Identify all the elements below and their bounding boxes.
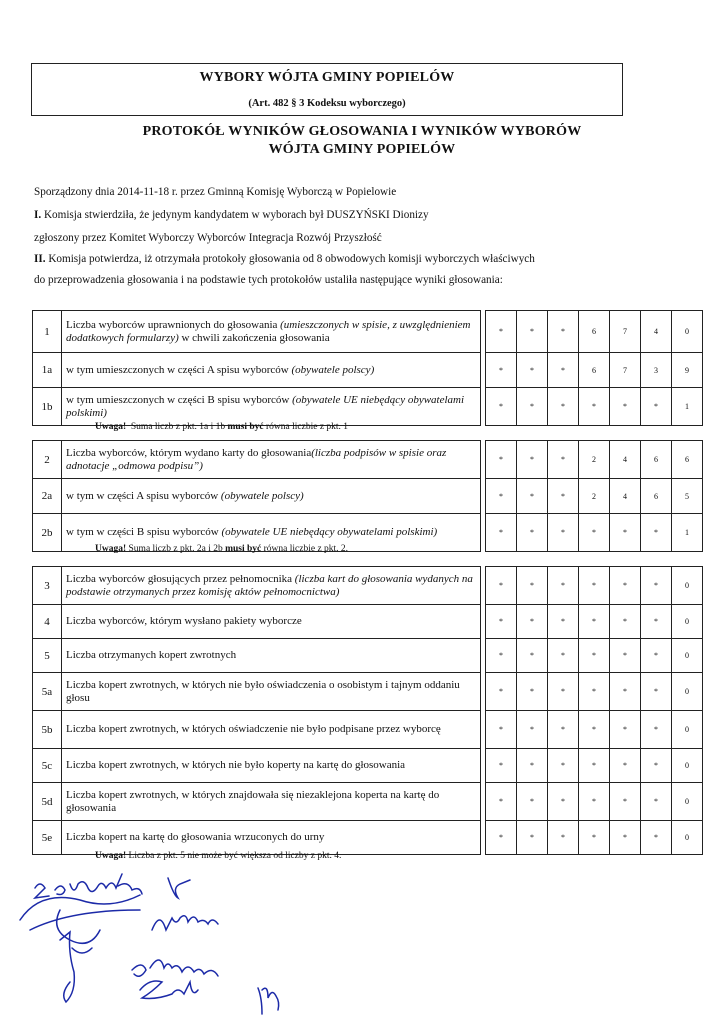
digit-cell: 1 (672, 514, 703, 552)
digit-cell: * (548, 514, 579, 552)
digit-cell: * (610, 639, 641, 673)
digit-cell: * (548, 749, 579, 783)
row-description (62, 673, 481, 711)
digit-cell: 7 (610, 311, 641, 353)
digit-cell: * (641, 567, 672, 605)
table-row (33, 441, 703, 479)
digit-cell: * (548, 567, 579, 605)
digit-cell: * (641, 749, 672, 783)
row-text: w tym w części B spisu wyborców (66, 526, 222, 538)
row-number: 2 (33, 441, 62, 479)
digit-cell: * (486, 711, 517, 749)
table-row (33, 311, 703, 353)
digit-cell: * (548, 821, 579, 855)
digit-cell: * (486, 567, 517, 605)
signature-5 (132, 960, 218, 976)
digit-cell: * (486, 639, 517, 673)
row-number: 5e (33, 821, 62, 855)
results-table-ballots (32, 440, 703, 552)
digit-cell: * (579, 821, 610, 855)
digit-cell: * (486, 353, 517, 388)
row-number: 1a (33, 353, 62, 388)
signature-7 (140, 981, 198, 999)
digit-cell: * (641, 821, 672, 855)
results-table-postal (32, 566, 703, 855)
row-number: 1 (33, 311, 62, 353)
row-number: 2a (33, 479, 62, 514)
signature-4 (152, 916, 218, 930)
digit-cell: * (517, 479, 548, 514)
digit-cell: * (610, 567, 641, 605)
row-description (62, 605, 481, 639)
digit-cell: 0 (672, 783, 703, 821)
digit-cell: 0 (672, 673, 703, 711)
digit-cell: * (641, 388, 672, 426)
row-text-italic: (liczba kart do głosowania wydanych na podstawie otrzymanych przez komisję aktów pełnomocnictwa) (66, 572, 473, 598)
digit-cell: 9 (672, 353, 703, 388)
row-number: 5d (33, 783, 62, 821)
digit-cell: * (548, 353, 579, 388)
row-number: 5b (33, 711, 62, 749)
row-text-italic: (liczba podpisów w spisie oraz adnotacje „odmowa podpisu”) (66, 446, 447, 472)
digit-cell: * (548, 605, 579, 639)
digit-cell: * (610, 514, 641, 552)
row-description (62, 388, 481, 426)
signature-2 (20, 895, 140, 943)
intro-line-1: Sporządzony dnia 2014-11-18 r. przez Gminną Komisję Wyborczą w Popielowie (34, 186, 397, 198)
section-i-marker: I. (34, 209, 42, 221)
digit-cell: * (641, 783, 672, 821)
row-description (62, 311, 481, 353)
digit-cell: * (517, 514, 548, 552)
digit-cell: 6 (641, 479, 672, 514)
intro-line-5: do przeprowadzenia głosowania i na podstawie tych protokołów ustaliła następujące wyniki głosowania: (34, 274, 503, 286)
row-number: 1b (33, 388, 62, 426)
digit-cell: * (641, 514, 672, 552)
digit-cell: 0 (672, 711, 703, 749)
row-text: Liczba wyborców głosujących przez pełnomocnika (66, 572, 295, 585)
digit-cell: 0 (672, 311, 703, 353)
intro-line-4 (34, 253, 535, 265)
intro-line-3: zgłoszony przez Komitet Wyborczy Wyborców Integracja Rozwój Przyszłość (34, 232, 382, 244)
row-text: Liczba wyborców, którym wysłano pakiety wyborcze (66, 615, 302, 627)
row-description (62, 821, 481, 855)
digit-cell: 2 (579, 479, 610, 514)
protocol-title-line1: PROTOKÓŁ WYNIKÓW GŁOSOWANIA I WYNIKÓW WYBORÓW (142, 124, 582, 139)
digit-cell: * (486, 441, 517, 479)
row-text: Liczba kopert na kartę do głosowania wrzuconych do urny (66, 831, 325, 843)
digit-cell: * (517, 749, 548, 783)
note-3-text: Liczba z pkt. 5 nie może być większa od liczby z pkt. 4. (128, 851, 342, 861)
signature-3 (168, 878, 190, 898)
table-row (33, 479, 703, 514)
digit-cell: * (579, 514, 610, 552)
row-text-italic: (obywatele UE niebędący obywatelami polskimi) (221, 526, 438, 538)
digit-cell: * (548, 388, 579, 426)
table-row (33, 639, 703, 673)
digit-cell: 6 (641, 441, 672, 479)
row-text: Liczba wyborców uprawnionych do głosowania (66, 318, 281, 331)
digit-cell: * (486, 388, 517, 426)
row-description (62, 711, 481, 749)
digit-cell: * (610, 749, 641, 783)
table-row (33, 749, 703, 783)
digit-cell: * (610, 711, 641, 749)
digit-cell: * (517, 783, 548, 821)
results-table-voters (32, 310, 703, 426)
digit-cell: * (641, 673, 672, 711)
row-description (62, 567, 481, 605)
table-row (33, 388, 703, 426)
digit-cell: * (486, 605, 517, 639)
digit-cell: 2 (579, 441, 610, 479)
signature-1 (35, 874, 142, 898)
digit-cell: * (641, 639, 672, 673)
row-text: w tym umieszczonych w części B spisu wyborców (66, 393, 293, 406)
digit-cell: * (548, 783, 579, 821)
digit-cell: * (517, 311, 548, 353)
note-2 (95, 544, 348, 554)
row-text: Liczba otrzymanych kopert zwrotnych (66, 649, 237, 661)
intro-line-2-text: Komisja stwierdziła, że jedynym kandydatem w wyborach był DUSZYŃSKI Dionizy (43, 209, 429, 221)
row-text: Liczba wyborców, którym wydano karty do głosowania (66, 446, 312, 459)
row-text-italic: (obywatele polscy) (220, 489, 304, 502)
digit-cell: * (641, 605, 672, 639)
note-3-label: Uwaga! (95, 851, 127, 861)
digit-cell: * (517, 388, 548, 426)
digit-cell: * (548, 311, 579, 353)
digit-cell: * (579, 567, 610, 605)
digit-cell: * (517, 711, 548, 749)
digit-cell: * (579, 711, 610, 749)
table-row (33, 821, 703, 855)
note-2-bold: musi być (225, 544, 262, 554)
note-2-pre: Suma liczb z pkt. 2a i 2b (128, 544, 223, 554)
digit-cell: * (517, 605, 548, 639)
digit-cell: * (486, 479, 517, 514)
digit-cell: * (486, 514, 517, 552)
row-text: Liczba kopert zwrotnych, w których znajdowała się niezaklejona koperta na kartę do głosowania (66, 788, 440, 814)
row-text: Liczba kopert zwrotnych, w których oświadczenie nie było podpisane przez wyborcę (66, 723, 441, 735)
digit-cell: * (610, 783, 641, 821)
row-text: w tym w części A spisu wyborców (66, 489, 221, 502)
row-text: Liczba kopert zwrotnych, w których nie było koperty na kartę do głosowania (66, 759, 406, 771)
signatures-handwritten (0, 870, 300, 1020)
digit-cell: * (486, 311, 517, 353)
row-text-italic: (obywatele polscy) (291, 363, 375, 376)
row-number: 4 (33, 605, 62, 639)
digit-cell: * (579, 388, 610, 426)
digit-cell: 4 (641, 311, 672, 353)
digit-cell: * (517, 567, 548, 605)
table-row (33, 673, 703, 711)
row-text: w tym umieszczonych w części A spisu wyborców (66, 363, 292, 376)
table-row (33, 353, 703, 388)
note-3 (95, 851, 341, 861)
digit-cell: 1 (672, 388, 703, 426)
digit-cell: 5 (672, 479, 703, 514)
digit-cell: * (579, 639, 610, 673)
digit-cell: * (579, 605, 610, 639)
row-description (62, 639, 481, 673)
digit-cell: * (548, 639, 579, 673)
digit-cell: * (486, 749, 517, 783)
header-box (31, 63, 623, 116)
digit-cell: 7 (610, 353, 641, 388)
row-description (62, 479, 481, 514)
digit-cell: * (610, 388, 641, 426)
table-row (33, 567, 703, 605)
intro-line-2 (34, 209, 429, 221)
digit-cell: * (548, 441, 579, 479)
digit-cell: * (579, 673, 610, 711)
digit-cell: * (610, 673, 641, 711)
digit-cell: 6 (579, 311, 610, 353)
digit-cell: 4 (610, 441, 641, 479)
row-number: 5 (33, 639, 62, 673)
digit-cell: 0 (672, 749, 703, 783)
digit-cell: * (517, 673, 548, 711)
note-1-bold: musi być (227, 422, 264, 432)
digit-cell: * (486, 673, 517, 711)
digit-cell: 4 (610, 479, 641, 514)
table-row (33, 605, 703, 639)
digit-cell: 0 (672, 567, 703, 605)
note-2-post: równa liczbie z pkt. 2. (263, 544, 349, 554)
row-description (62, 749, 481, 783)
digit-cell: * (610, 605, 641, 639)
section-ii-marker: II. (34, 253, 46, 265)
election-title: WYBORY WÓJTA GMINY POPIELÓW (199, 70, 455, 85)
row-text-suffix: w chwili zakończenia głosowania (178, 331, 330, 344)
digit-cell: 0 (672, 821, 703, 855)
digit-cell: * (517, 353, 548, 388)
row-description (62, 783, 481, 821)
row-number: 3 (33, 567, 62, 605)
row-number: 5a (33, 673, 62, 711)
digit-cell: 6 (672, 441, 703, 479)
table-row (33, 711, 703, 749)
row-description (62, 441, 481, 479)
digit-cell: * (517, 639, 548, 673)
note-2-label: Uwaga! (95, 544, 127, 554)
protocol-title-line2: WÓJTA GMINY POPIELÓW (268, 142, 456, 157)
digit-cell: * (579, 749, 610, 783)
digit-cell: 3 (641, 353, 672, 388)
digit-cell: 0 (672, 639, 703, 673)
note-1-post: równa liczbie z pkt. 1 (266, 422, 349, 432)
note-1-pre: Suma liczb z pkt. 1a i 1b (130, 422, 226, 432)
row-number: 5c (33, 749, 62, 783)
note-1-label: Uwaga! (95, 422, 127, 432)
table-row (33, 783, 703, 821)
row-text-italic: (umieszczonych w spisie, z uwzględnieniem dodatkowych formularzy) (66, 318, 471, 344)
note-1 (95, 422, 348, 432)
digit-cell: 6 (579, 353, 610, 388)
digit-cell: * (548, 711, 579, 749)
row-text-italic: (obywatele UE niebędący obywatelami polskimi) (66, 393, 465, 419)
digit-cell: * (641, 711, 672, 749)
digit-cell: * (579, 783, 610, 821)
intro-line-4-text: Komisja potwierdza, iż otrzymała protokoły głosowania od 8 obwodowych komisji wyborczych właściwych (48, 253, 535, 265)
digit-cell: 0 (672, 605, 703, 639)
signature-8 (258, 988, 279, 1014)
digit-cell: * (548, 673, 579, 711)
digit-cell: * (517, 441, 548, 479)
digit-cell: * (517, 821, 548, 855)
digit-cell: * (486, 783, 517, 821)
row-description (62, 353, 481, 388)
legal-basis: (Art. 482 § 3 Kodeksu wyborczego) (248, 98, 406, 109)
row-text: Liczba kopert zwrotnych, w których nie było oświadczenia o osobistym i tajnym oddaniu głosu (66, 678, 460, 704)
row-number: 2b (33, 514, 62, 552)
digit-cell: * (486, 821, 517, 855)
digit-cell: * (610, 821, 641, 855)
digit-cell: * (548, 479, 579, 514)
